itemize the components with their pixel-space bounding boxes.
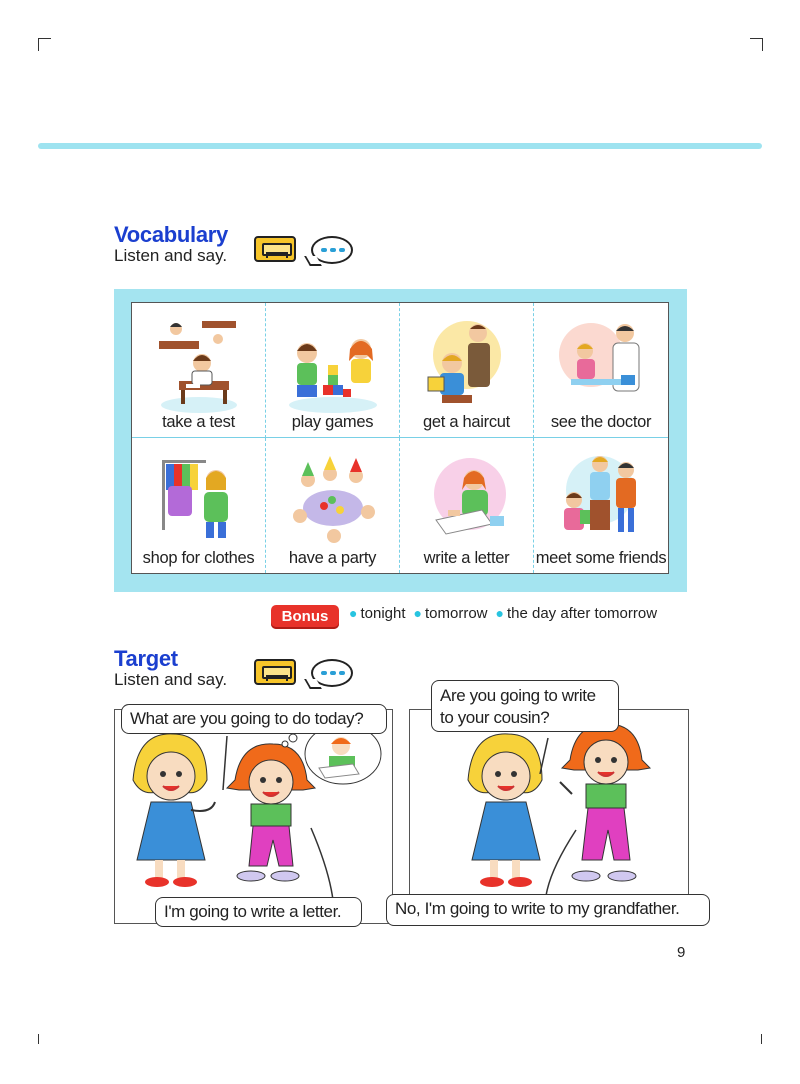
speech-bubble-icon[interactable] [311,236,353,264]
party-table-icon [288,450,378,550]
bonus-word-list [349,605,657,622]
dialogue-scene-left [114,709,393,924]
header-divider [38,143,762,149]
vocab-card-meet-some-friends[interactable] [534,438,668,573]
vocab-caption: see the doctor [550,413,652,431]
crop-mark-bottom-right [761,1034,762,1044]
bonus-word: ● tonight [349,605,406,622]
crop-mark-top-left [38,38,51,51]
speech-question-left: What are you going to do today? [121,704,387,734]
speech-answer-right: No, I'm going to write to my grandfather. [386,894,710,926]
vocab-card-shop-for-clothes[interactable] [132,438,266,573]
target-title: Target [114,646,178,671]
vocab-caption: play games [291,413,374,431]
bonus-word: ● tomorrow [413,605,488,622]
vocab-card-write-a-letter[interactable] [400,438,534,573]
friends-group-icon [556,450,646,550]
classroom-test-icon [154,315,244,415]
vocab-caption: meet some friends [535,549,667,567]
vocab-caption: get a haircut [423,413,510,431]
speech-answer-left: I'm going to write a letter. [155,897,362,927]
target-instruction: Listen and say. [114,670,228,689]
bullet-icon: ● [413,605,422,621]
vocabulary-instruction: Listen and say. [114,246,228,265]
speech-question-right [431,680,619,732]
vocab-card-get-a-haircut[interactable] [400,303,534,438]
writing-girl-icon [422,450,512,550]
speech-question-right-line2: to your cousin? [440,708,550,727]
page-number: 9 [677,944,686,961]
crop-mark-bottom-left [38,1034,51,1044]
speech-question-right-line1: Are you going to write [440,686,596,705]
bullet-icon: ● [495,605,504,621]
speech-bubble-icon[interactable] [311,659,353,687]
bonus-word: ● the day after tomorrow [495,605,658,622]
vocab-caption: shop for clothes [142,549,255,567]
two-girls-talking-illustration [115,710,392,923]
vocab-card-take-a-test[interactable] [132,303,266,438]
cassette-icon[interactable] [254,236,296,262]
clothes-rack-icon [154,450,244,550]
vocab-caption: take a test [162,413,235,431]
vocab-card-have-a-party[interactable] [266,438,400,573]
barber-icon [422,315,512,415]
cassette-icon[interactable] [254,659,296,685]
vocab-card-play-games[interactable] [266,303,400,438]
bullet-icon: ● [349,605,358,621]
crop-mark-top-right [750,38,763,51]
doctor-icon [551,315,651,415]
vocabulary-grid [131,302,669,574]
two-girls-answer-illustration [410,710,688,923]
dialogue-scene-right [409,709,689,924]
bonus-badge: Bonus [271,605,339,629]
vocab-card-see-the-doctor[interactable] [534,303,668,438]
vocab-caption: have a party [288,549,377,567]
vocabulary-title: Vocabulary [114,222,228,247]
children-blocks-icon [283,315,383,415]
vocab-caption: write a letter [423,549,510,567]
